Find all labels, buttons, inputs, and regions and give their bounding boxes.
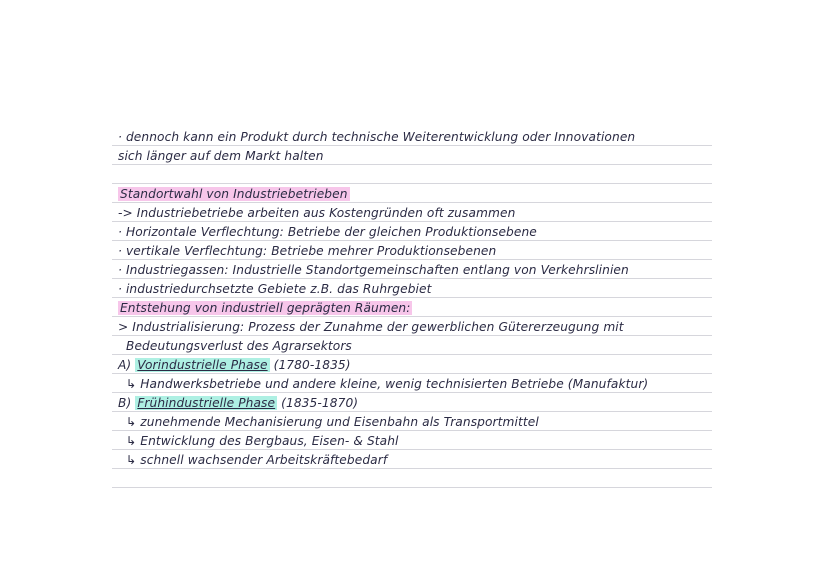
ruled-line xyxy=(112,487,712,488)
ruled-line xyxy=(112,335,712,336)
note-line: ↳ zunehmende Mechanisierung und Eisenbahn als Transportmittel xyxy=(126,415,539,429)
phase-dates: (1780-1835) xyxy=(273,358,351,372)
note-line: · vertikale Verflechtung: Betriebe mehrer Produktionsebenen xyxy=(118,244,497,258)
note-line: · Industriegassen: Industrielle Standortgemeinschaften entlang von Verkehrslinien xyxy=(118,263,629,277)
note-line: ↳ Handwerksbetriebe und andere kleine, wenig technisierten Betriebe (Manufaktur) xyxy=(126,377,649,391)
phase-label: Vorindustrielle Phase xyxy=(137,358,268,372)
ruled-line xyxy=(112,449,712,450)
ruled-line xyxy=(112,278,712,279)
heading-highlight: Entstehung von industriell geprägten Räumen: xyxy=(120,301,411,315)
heading-highlight: Standortwahl von Industriebetrieben xyxy=(120,187,348,201)
phase-dates: (1835-1870) xyxy=(281,396,359,410)
ruled-line xyxy=(112,411,712,412)
ruled-line xyxy=(112,316,712,317)
note-line: · industriedurchsetzte Gebiete z.B. das Ruhrgebiet xyxy=(118,282,432,296)
note-line: · dennoch kann ein Produkt durch technische Weiterentwicklung oder Innovationen xyxy=(118,130,636,144)
ruled-line xyxy=(112,297,712,298)
phase-prefix: A) xyxy=(118,358,132,372)
ruled-line xyxy=(112,373,712,374)
ruled-line xyxy=(112,430,712,431)
phase-heading xyxy=(118,357,351,373)
phase-label: Frühindustrielle Phase xyxy=(137,396,276,410)
phase-prefix: B) xyxy=(118,396,132,410)
ruled-line xyxy=(112,202,712,203)
note-line: -> Industriebetriebe arbeiten aus Kostengründen oft zusammen xyxy=(118,206,516,220)
ruled-line xyxy=(112,240,712,241)
ruled-line xyxy=(112,145,712,146)
ruled-line xyxy=(112,164,712,165)
ruled-line xyxy=(112,392,712,393)
note-line: · Horizontale Verflechtung: Betriebe der gleichen Produktionsebene xyxy=(118,225,537,239)
note-line: ↳ schnell wachsender Arbeitskräftebedarf xyxy=(126,453,388,467)
note-line: sich länger auf dem Markt halten xyxy=(118,149,324,163)
ruled-line xyxy=(112,354,712,355)
ruled-line xyxy=(112,221,712,222)
section-heading xyxy=(118,186,350,202)
section-heading xyxy=(118,300,412,316)
note-line: ↳ Entwicklung des Bergbaus, Eisen- & Stahl xyxy=(126,434,399,448)
ruled-line xyxy=(112,468,712,469)
note-line: > Industrialisierung: Prozess der Zunahme der gewerblichen Gütererzeugung mit xyxy=(118,320,624,334)
note-line: Bedeutungsverlust des Agrarsektors xyxy=(126,339,352,353)
ruled-line xyxy=(112,183,712,184)
ruled-line xyxy=(112,259,712,260)
phase-heading xyxy=(118,395,358,411)
